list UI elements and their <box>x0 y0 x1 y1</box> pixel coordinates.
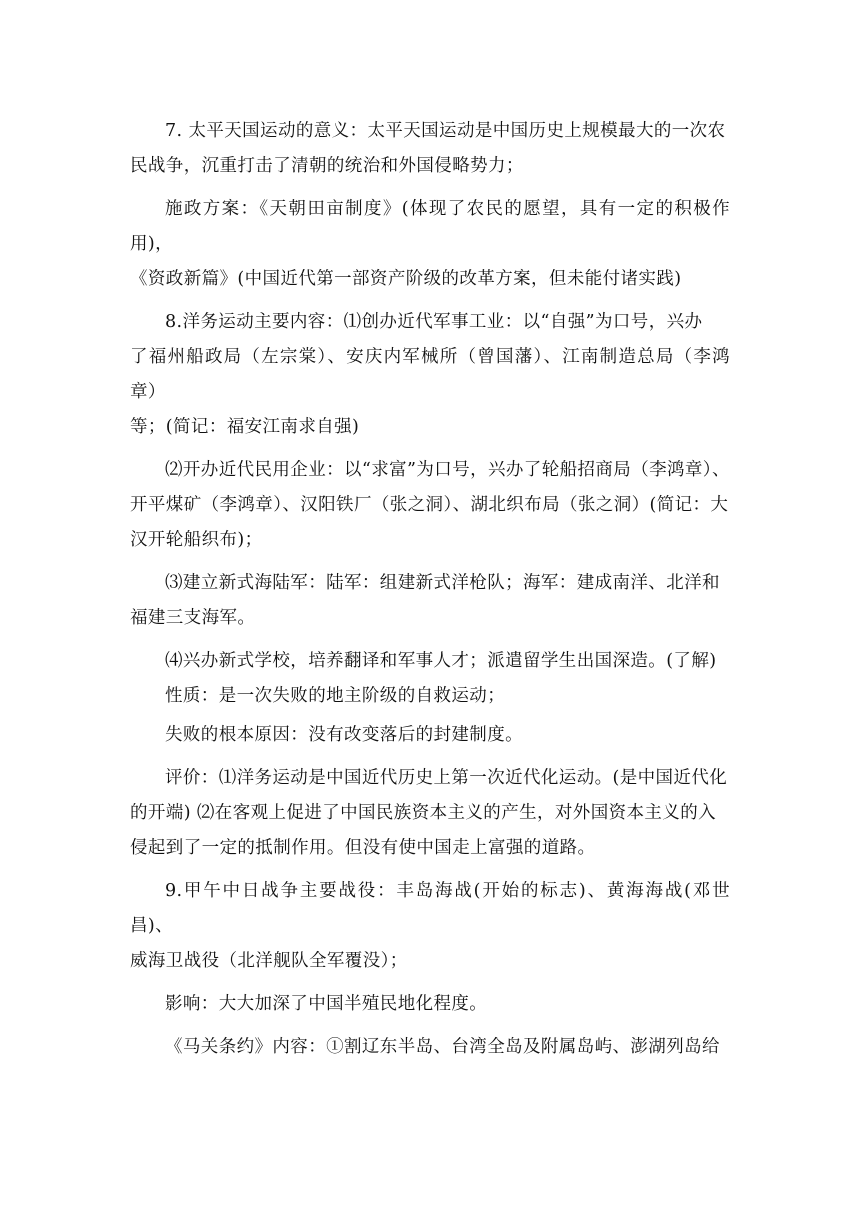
text-line: 汉开轮船织布)； <box>130 530 263 550</box>
paragraph-westernization-civil <box>130 453 730 558</box>
text-line: ⑶建立新式海陆军：陆军：组建新式洋枪队；海军：建成南洋、北洋和 <box>165 573 720 593</box>
paragraph-shimonoseki-treaty <box>130 1030 730 1065</box>
text-line: 《马关条约》内容：①割辽东半岛、台湾全岛及附属岛屿、澎湖列岛给 <box>165 1037 720 1057</box>
text-line: 民战争，沉重打击了清朝的统治和外国侵略势力； <box>130 156 524 176</box>
text-line: 影响：大大加深了中国半殖民地化程度。 <box>165 994 488 1014</box>
text-line: 7. 太平天国运动的意义：太平天国运动是中国历史上规模最大的一次农 <box>165 121 726 141</box>
paragraph-sino-japanese-war <box>130 874 730 979</box>
text-line: 开平煤矿（李鸿章）、汉阳铁厂（张之洞）、湖北织布局（张之洞）(简记：大 <box>130 495 729 515</box>
text-line: 评价：⑴洋务运动是中国近代历史上第一次近代化运动。(是中国近代化 <box>165 768 728 788</box>
text-line: 侵起到了一定的抵制作用。但没有使中国走上富强的道路。 <box>130 838 596 858</box>
paragraph-westernization-navy <box>130 566 730 636</box>
paragraph-westernization-schools <box>130 644 730 679</box>
text-line: 施政方案：《天朝田亩制度》(体现了农民的愿望，具有一定的积极作用)， <box>130 199 730 254</box>
text-line: 了福州船政局（左宗棠）、安庆内军械所（曾国藩）、江南制造总局（李鸿章） <box>130 347 730 402</box>
text-line: 失败的根本原因：没有改变落后的封建制度。 <box>165 725 523 745</box>
text-line: ⑷兴办新式学校，培养翻译和军事人才；派遣留学生出国深造。(了解) <box>165 651 717 671</box>
paragraph-westernization-failure <box>130 718 730 753</box>
text-line: 9.甲午中日战争主要战役：丰岛海战(开始的标志)、黄海海战(邓世昌)、 <box>130 881 730 936</box>
text-line: 8.洋务运动主要内容：⑴创办近代军事工业：以“自强”为口号，兴办 <box>165 312 703 332</box>
text-line: 威海卫战役（北洋舰队全军覆没）； <box>130 951 408 971</box>
paragraph-westernization-nature <box>130 679 730 714</box>
paragraph-taiping-policy <box>130 192 730 297</box>
text-line: 性质：是一次失败的地主阶级的自救运动； <box>165 686 506 706</box>
text-line: 的开端) ⑵在客观上促进了中国民族资本主义的产生，对外国资本主义的入 <box>130 803 716 823</box>
text-line: 福建三支海军。 <box>130 608 256 628</box>
paragraph-westernization-military <box>130 305 730 445</box>
document-body <box>130 114 730 1073</box>
text-line: ⑵开办近代民用企业：以“求富”为口号，兴办了轮船招商局（李鸿章）、 <box>165 460 730 480</box>
text-line: 等；(简记：福安江南求自强) <box>130 417 360 437</box>
paragraph-taiping-significance <box>130 114 730 184</box>
paragraph-westernization-evaluation <box>130 761 730 866</box>
paragraph-war-impact <box>130 987 730 1022</box>
text-line: 《资政新篇》(中国近代第一部资产阶级的改革方案，但未能付诸实践) <box>130 269 682 289</box>
